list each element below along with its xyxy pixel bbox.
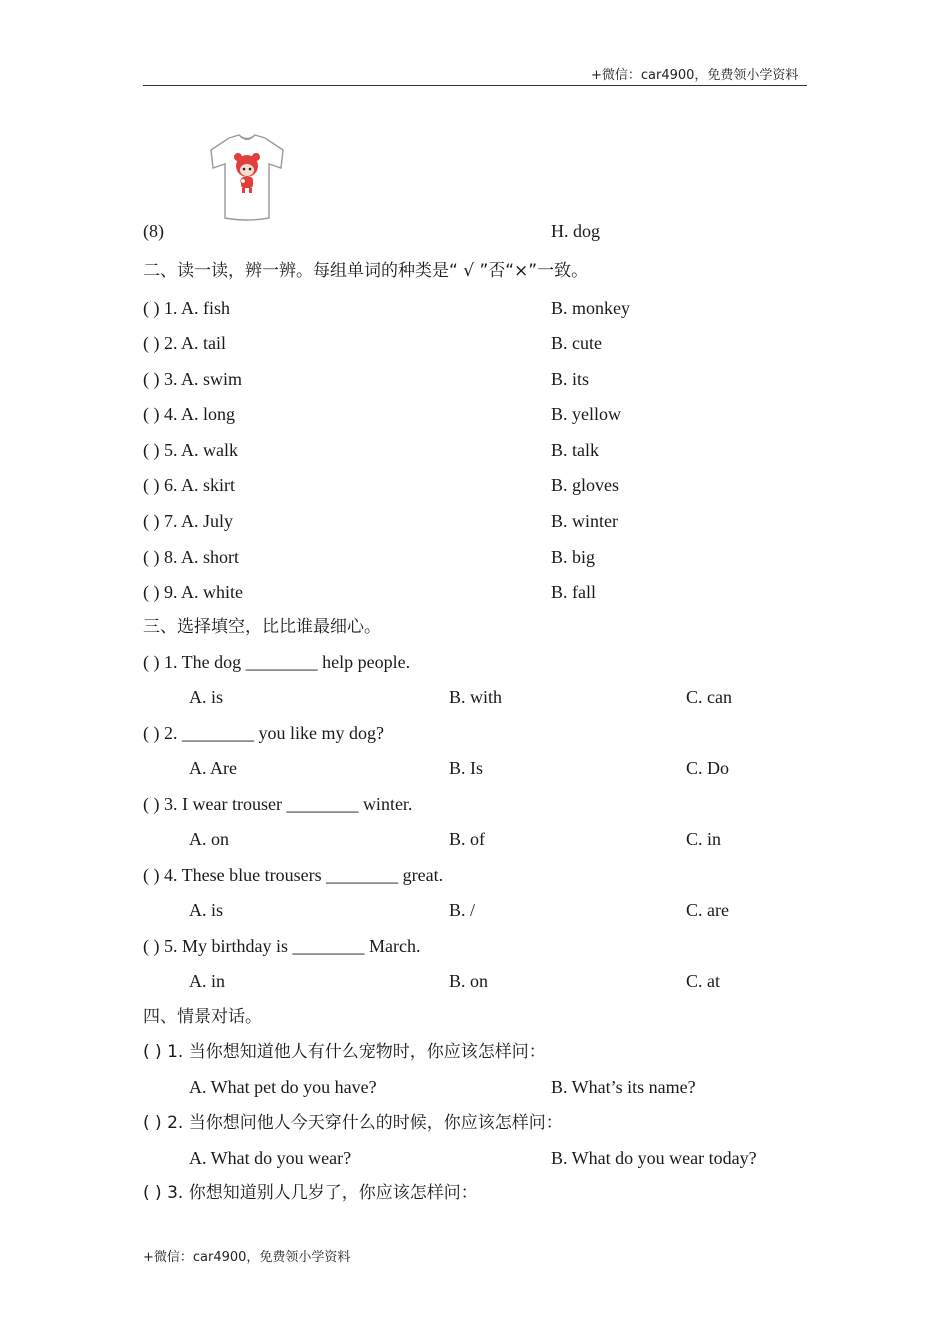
s2-item-9-b: B. fall	[551, 582, 596, 602]
s3-q1-option-b: B. with	[449, 687, 503, 707]
s3-question-1: ( ) 1. The dog ________ help people.	[143, 652, 411, 672]
s3-q4-option-c: C. are	[686, 900, 729, 920]
s2-item-6: ( ) 6. A. skirt	[143, 475, 235, 495]
s4-question-2: ( ) 2. 当你想问他人今天穿什么的时候，你应该怎样问：	[143, 1113, 563, 1133]
s3-q4-option-a: A. is	[189, 900, 224, 920]
section2-title: 二、读一读，辨一辨。每组单词的种类是“ √ ”否“×”一致。	[143, 261, 589, 281]
s3-q3-option-a: A. on	[189, 829, 229, 849]
s4-question-1: ( ) 1. 当你想知道他人有什么宠物时，你应该怎样问：	[143, 1042, 546, 1062]
page-header-text: +微信：car4900，免费领小学资料	[591, 68, 799, 83]
s2-item-8-b: B. big	[551, 547, 596, 567]
s4-q1-option-a: A. What pet do you have?	[189, 1077, 377, 1097]
s4-question-3: ( ) 3. 你想知道别人几岁了，你应该怎样问：	[143, 1183, 478, 1203]
s2-item-8: ( ) 8. A. short	[143, 547, 239, 567]
s3-q5-option-c: C. at	[686, 971, 720, 991]
s3-question-2: ( ) 2. ________ you like my dog?	[143, 723, 384, 743]
s3-q3-option-c: C. in	[686, 829, 722, 849]
s2-item-7-b: B. winter	[551, 511, 618, 531]
s3-q1-option-c: C. can	[686, 687, 732, 707]
s3-q2-option-a: A. Are	[189, 758, 237, 778]
picture-number: (8)	[143, 221, 164, 241]
s2-item-5: ( ) 5. A. walk	[143, 440, 238, 460]
s3-q2-option-b: B. Is	[449, 758, 484, 778]
page-footer-text: +微信：car4900，免费领小学资料	[143, 1250, 351, 1265]
s2-item-1: ( ) 1. A. fish	[143, 298, 230, 318]
s2-item-4-b: B. yellow	[551, 404, 621, 424]
s3-question-5: ( ) 5. My birthday is ________ March.	[143, 936, 421, 956]
s2-item-2-b: B. cute	[551, 333, 602, 353]
s2-item-4: ( ) 4. A. long	[143, 404, 235, 424]
s3-q5-option-a: A. in	[189, 971, 225, 991]
s3-q4-option-b: B. /	[449, 900, 476, 920]
t-shirt-icon	[205, 132, 289, 224]
s3-q3-option-b: B. of	[449, 829, 485, 849]
section4-title: 四、情景对话。	[143, 1007, 262, 1027]
s2-item-5-b: B. talk	[551, 440, 599, 460]
s4-q2-option-b: B. What do you wear today?	[551, 1148, 757, 1168]
s2-item-1-b: B. monkey	[551, 298, 630, 318]
s3-q1-option-a: A. is	[189, 687, 224, 707]
s3-question-3: ( ) 3. I wear trouser ________ winter.	[143, 794, 413, 814]
s2-item-3: ( ) 3. A. swim	[143, 369, 242, 389]
s3-question-4: ( ) 4. These blue trousers ________ great.	[143, 865, 444, 885]
section3-title: 三、选择填空，比比谁最细心。	[143, 617, 381, 637]
s4-q2-option-a: A. What do you wear?	[189, 1148, 352, 1168]
s2-item-9: ( ) 9. A. white	[143, 582, 243, 602]
s2-item-7: ( ) 7. A. July	[143, 511, 233, 531]
s3-q2-option-c: C. Do	[686, 758, 730, 778]
s2-item-2: ( ) 2. A. tail	[143, 333, 226, 353]
s3-q5-option-b: B. on	[449, 971, 489, 991]
picture-answer: H. dog	[551, 221, 600, 241]
s4-q1-option-b: B. What’s its name?	[551, 1077, 696, 1097]
header-divider	[143, 85, 807, 86]
s2-item-6-b: B. gloves	[551, 475, 620, 495]
s2-item-3-b: B. its	[551, 369, 590, 389]
